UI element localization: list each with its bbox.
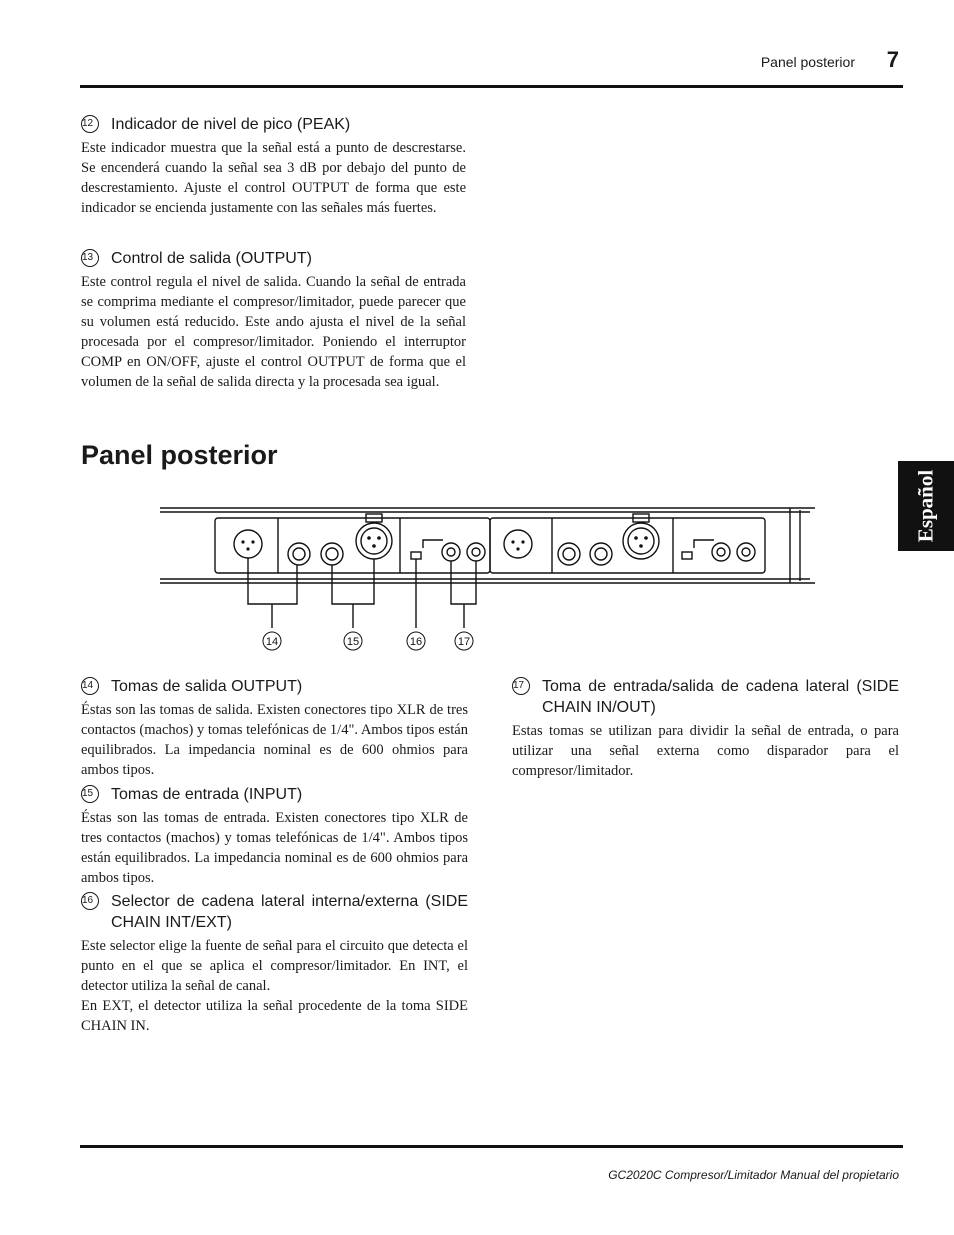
callout-14: 14 <box>265 636 279 648</box>
footer-text: GC2020C Compresor/Limitador Manual del propietario <box>608 1168 899 1182</box>
item-number: 13 <box>81 249 99 267</box>
item-number: 15 <box>81 785 99 803</box>
item-number: 16 <box>81 892 99 910</box>
section-body: Este control regula el nivel de salida. Cuando la señal de entrada se comprima mediante el compresor/limitador, puede parecer que su volumen está reducido. Este ando ajusta el nivel de la señal procesada por el compresor/limitador. Poniendo el interruptor COMP en ON/OFF, ajuste el control OUTPUT de forma que el volumen de la señal de salida directa y la procesada sea igual. <box>81 274 466 390</box>
section-body: Este indicador muestra que la señal está a punto de descrestarse. Se encenderá cuando la señal sea 3 dB por debajo del punto de descrestamiento. Ajuste el control OUTPUT de forma que este indicador se encienda justamente con las señales más fuertes. <box>81 140 466 216</box>
rear-panel-illustration <box>160 498 820 658</box>
callout-16: 16 <box>409 636 423 648</box>
rear-panel-diagram <box>160 498 820 658</box>
section-body: Éstas son las tomas de entrada. Existen conectores tipo XLR de tres contactos (machos) y tomas telefónicas de 1/4". Ambos tipos están equilibrados. La impedancia nominal es de 600 ohmios para ambos tipos. <box>81 810 468 886</box>
section-body-continued: En EXT, el detector utiliza la señal procedente de la toma SIDE CHAIN IN. <box>81 998 468 1034</box>
heading-text: Selector de cadena lateral interna/externa (SIDE CHAIN INT/EXT) <box>111 893 468 931</box>
callout-15: 15 <box>346 636 360 648</box>
section-output-jacks <box>81 676 468 780</box>
section-body: Éstas son las tomas de salida. Existen conectores tipo XLR de tres contactos (machos) y tomas telefónicas de 1/4". Ambos tipos están equilibrados. La impedancia nominal es de 600 ohmios para ambos tipos. <box>81 702 468 778</box>
section-input-jacks <box>81 784 468 888</box>
section-side-chain-jacks <box>512 676 899 781</box>
section-heading <box>512 676 899 718</box>
top-rule <box>80 85 903 88</box>
heading-text: Tomas de salida OUTPUT) <box>111 678 303 695</box>
heading-text: Control de salida (OUTPUT) <box>111 250 312 267</box>
section-heading <box>81 784 468 805</box>
item-number: 14 <box>81 677 99 695</box>
item-number: 12 <box>81 115 99 133</box>
bottom-rule <box>80 1145 903 1148</box>
callout-17: 17 <box>457 636 471 648</box>
section-heading <box>81 114 466 135</box>
section-side-chain-selector <box>81 891 468 1036</box>
heading-text: Indicador de nivel de pico (PEAK) <box>111 116 351 133</box>
running-header: Panel posterior <box>760 54 855 70</box>
item-number: 17 <box>512 677 530 695</box>
language-tab-label: Español <box>913 469 938 543</box>
section-heading <box>81 676 468 697</box>
heading-text: Tomas de entrada (INPUT) <box>111 786 303 803</box>
section-body: Este selector elige la fuente de señal para el circuito que detecta el punto en el que se aplica el compresor/limitador. En INT, el detector utiliza la señal de canal. <box>81 938 468 994</box>
page-number: 7 <box>886 47 899 72</box>
page-title: Panel posterior <box>81 440 278 470</box>
heading-text: Toma de entrada/salida de cadena lateral (SIDE CHAIN IN/OUT) <box>542 678 899 716</box>
section-output-control <box>81 248 466 392</box>
section-heading <box>81 891 468 933</box>
section-body: Estas tomas se utilizan para dividir la señal de entrada, o para utilizar una señal externa como disparador para el compresor/limitador. <box>512 723 899 779</box>
language-tab <box>898 461 954 551</box>
section-peak <box>81 114 466 218</box>
section-heading <box>81 248 466 269</box>
